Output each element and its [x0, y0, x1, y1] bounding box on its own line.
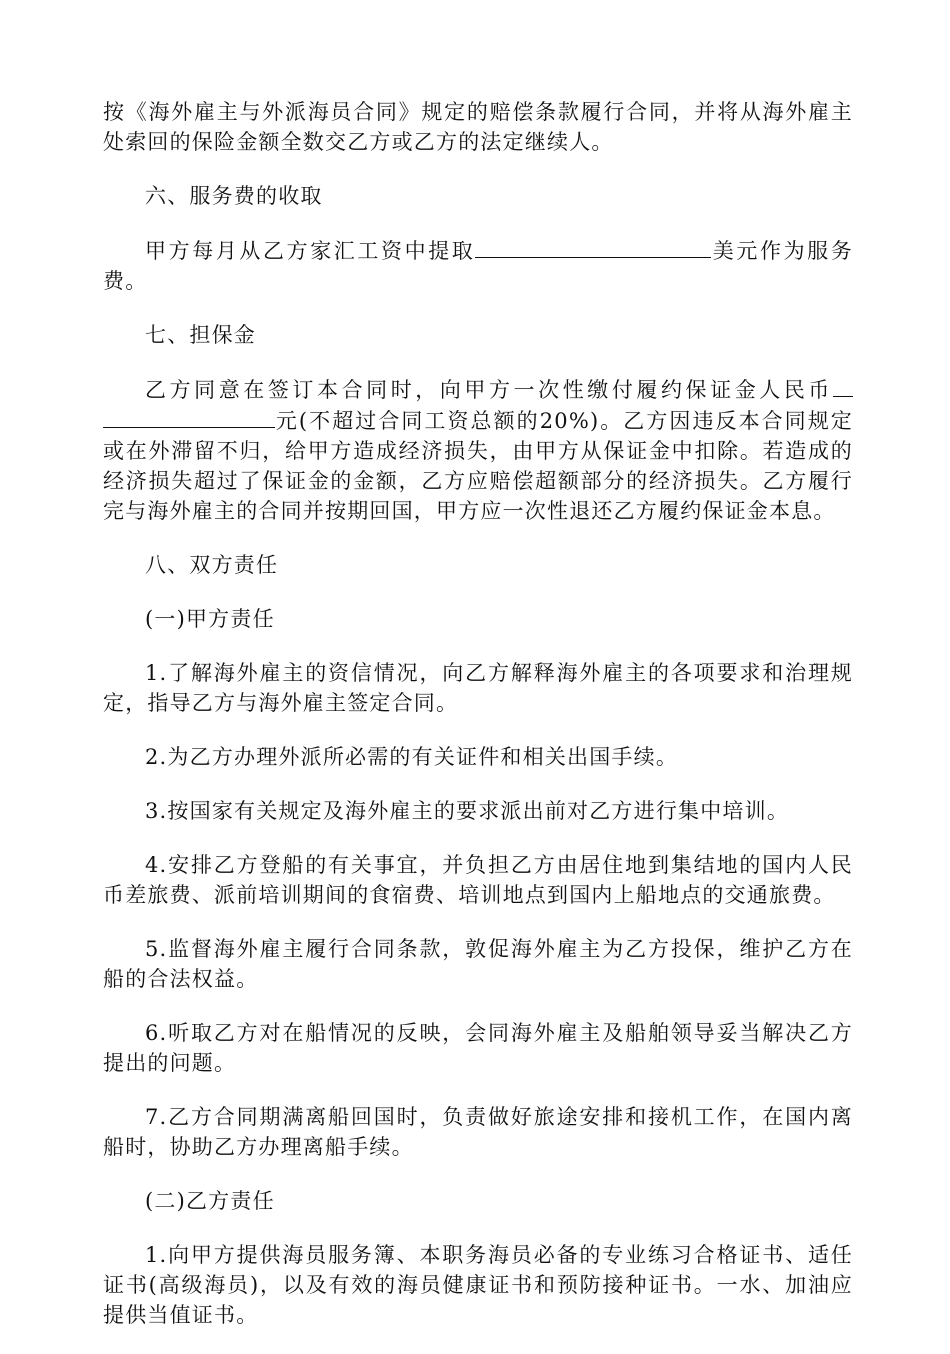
service-fee-text-after: 美元作为服务费。 — [103, 239, 853, 293]
subsection-heading-party-b: (二)乙方责任 — [145, 1189, 275, 1213]
paragraph-deposit — [103, 374, 853, 526]
party-b-item-1: 1.向甲方提供海员服务簿、本职务海员必备的专业练习合格证书、适任证书(高级海员)，以及有效的海员健康证书和预防接种证书。一水、加油应提供当值证书。 — [103, 1243, 853, 1327]
paragraph-compensation: 按《海外雇主与外派海员合同》规定的赔偿条款履行合同，并将从海外雇主处索回的保险金额全数交乙方或乙方的法定继续人。 — [103, 100, 853, 154]
party-a-item-5: 5.监督海外雇主履行合同条款，敦促海外雇主为乙方投保，维护乙方在船的合法权益。 — [103, 937, 853, 991]
document-body — [103, 97, 853, 1354]
section-heading-service-fee: 六、服务费的收取 — [145, 184, 323, 208]
subsection-heading-party-a: (一)甲方责任 — [145, 607, 275, 631]
party-a-item-3: 3.按国家有关规定及海外雇主的要求派出前对乙方进行集中培训。 — [145, 799, 790, 823]
service-fee-amount-blank — [475, 235, 711, 258]
deposit-text-before: 乙方同意在签订本合同时，向甲方一次性缴付履约保证金人民币 — [145, 378, 833, 402]
deposit-amount-blank-2 — [103, 405, 275, 428]
paragraph-service-fee — [103, 235, 853, 296]
party-a-item-1: 1.了解海外雇主的资信情况，向乙方解释海外雇主的各项要求和治理规定，指导乙方与海外雇主签定合同。 — [103, 661, 853, 715]
party-a-item-2: 2.为乙方办理外派所必需的有关证件和相关出国手续。 — [145, 745, 679, 769]
party-a-item-4: 4.安排乙方登船的有关事宜，并负担乙方由居住地到集结地的国内人民币差旅费、派前培训期间的食宿费、培训地点到国内上船地点的交通旅费。 — [103, 853, 853, 907]
party-a-item-6: 6.听取乙方对在船情况的反映，会同海外雇主及船舶领导妥当解决乙方提出的问题。 — [103, 1021, 853, 1075]
section-heading-responsibilities: 八、双方责任 — [145, 553, 279, 577]
section-heading-deposit: 七、担保金 — [145, 323, 256, 347]
deposit-amount-blank-1 — [833, 374, 853, 397]
service-fee-text-before: 甲方每月从乙方家汇工资中提取 — [145, 239, 476, 263]
party-a-item-7: 7.乙方合同期满离船回国时，负责做好旅途安排和接机工作，在国内离船时，协助乙方办理离船手续。 — [103, 1105, 853, 1159]
deposit-text-after: 元(不超过合同工资总额的20%)。乙方因违反本合同规定或在外滞留不归，给甲方造成经济损失，由甲方从保证金中扣除。若造成的经济损失超过了保证金的金额，乙方应赔偿超额部分的经济损失。乙方履行完与海外雇主的合同并按期回国，甲方应一次性退还乙方履约保证金本息。 — [103, 409, 853, 523]
